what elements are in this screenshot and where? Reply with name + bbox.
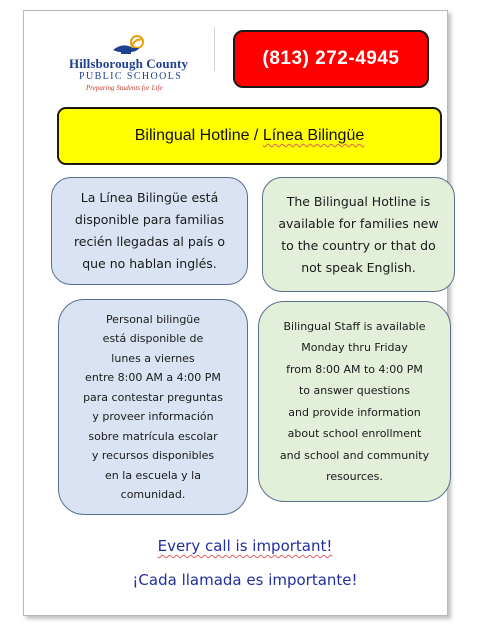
logo-tagline: Preparing Students for Life [86,84,163,92]
logo-public-schools: PUBLIC SCHOOLS [79,71,183,82]
english-intro-text: The Bilingual Hotline is available for families new to the country or that do not speak English. [278,193,439,275]
footer-spanish: ¡Cada llamada es importante! [132,571,358,589]
spanish-intro-bubble [51,177,248,285]
header-divider [214,27,215,71]
hotline-title-box [57,107,442,165]
phone-number: (813) 272-4945 [262,48,400,69]
spanish-staff-text: Personal bilingüe está disponible de lunes a viernes entre 8:00 AM a 4:00 PM para contestar preguntas y proveer información sobre matrícula escolar y recursos disponibles en la escuela y la comunidad. [83,312,223,501]
english-intro-bubble [262,177,455,292]
district-logo [65,34,195,94]
footer-english-text: Every call is important! [157,537,333,555]
english-staff-bubble [258,301,451,502]
spanish-intro-text: La Línea Bilingüe está disponible para familias recién llegadas al país o que no hablan inglés. [73,190,226,271]
logo-district-name: Hillsborough County [69,56,189,71]
title-english: Bilingual Hotline / [134,127,263,144]
title-spanish: Línea Bilingüe [262,127,365,144]
phone-number-box [233,30,429,88]
footer-english [0,537,490,555]
lamp-of-learning-icon [109,34,149,56]
spanish-staff-bubble [58,299,248,515]
english-staff-text: Bilingual Staff is available Monday thru Friday from 8:00 AM to 4:00 PM to answer questions and provide information about school enrollment and school and community resources. [279,319,430,483]
